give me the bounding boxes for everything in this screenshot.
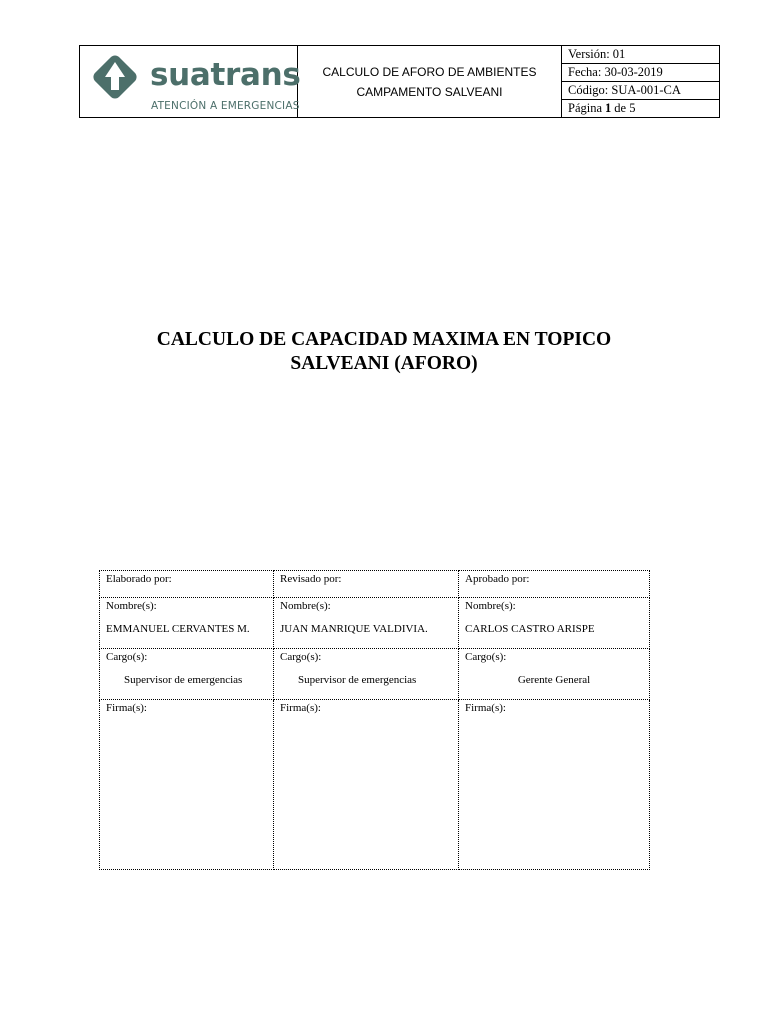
cargo-cell-reviewed: [274, 649, 459, 700]
date-row: Fecha: 30-03-2019: [562, 64, 719, 82]
cargo-cell-approved: [459, 649, 650, 700]
table-row: [100, 649, 650, 700]
signature-cell-approved: [459, 700, 650, 870]
name-cell-reviewed: [274, 598, 459, 649]
signature-label: Firma(s):: [106, 702, 147, 714]
document-title-line-1: CALCULO DE CAPACIDAD MAXIMA EN TOPICO: [156, 329, 612, 350]
approved-by-header: Aprobado por:: [459, 571, 650, 598]
signature-cell-reviewed: [274, 700, 459, 870]
name-value: CARLOS CASTRO ARISPE: [465, 623, 595, 635]
logo-cell: [80, 46, 301, 117]
reviewed-by-header: Revisado por:: [274, 571, 459, 598]
cargo-value: Supervisor de emergencias: [124, 674, 243, 686]
document-title: [0, 328, 768, 376]
header-title-line-2: CAMPAMENTO SALVEANI: [356, 84, 503, 99]
name-label: Nombre(s):: [280, 600, 331, 612]
document-title-line-2: SALVEANI (AFORO): [290, 353, 478, 374]
signature-cell-elaborated: [100, 700, 274, 870]
page-row: [562, 100, 719, 117]
table-row: [100, 571, 650, 598]
page-separator: de: [614, 101, 627, 115]
version-row: Versión: 01: [562, 46, 719, 64]
signature-label: Firma(s):: [465, 702, 506, 714]
cargo-label: Cargo(s):: [465, 651, 507, 663]
document-header: [79, 45, 720, 118]
table-row: [100, 700, 650, 870]
cargo-cell-elaborated: [100, 649, 274, 700]
cargo-value: Supervisor de emergencias: [298, 674, 417, 686]
name-cell-elaborated: [100, 598, 274, 649]
name-value: JUAN MANRIQUE VALDIVIA.: [280, 623, 428, 635]
logo-tagline: ATENCIÓN A EMERGENCIAS: [151, 100, 300, 112]
name-cell-approved: [459, 598, 650, 649]
table-row: [100, 598, 650, 649]
header-title: [298, 46, 562, 117]
page-current: 1: [605, 101, 612, 115]
cargo-value: Gerente General: [517, 674, 591, 686]
elaborated-by-header: Elaborado por:: [100, 571, 274, 598]
cargo-label: Cargo(s):: [106, 651, 148, 663]
page-prefix: Página: [568, 101, 603, 115]
code-row: Código: SUA-001-CA: [562, 82, 719, 100]
page-total: 5: [629, 101, 636, 115]
suatrans-logo-icon: [88, 50, 142, 104]
header-meta: [562, 46, 719, 117]
name-value: EMMANUEL CERVANTES M.: [106, 623, 250, 635]
approval-table: [99, 570, 650, 870]
cargo-label: Cargo(s):: [280, 651, 322, 663]
logo-name: suatrans: [150, 57, 301, 93]
name-label: Nombre(s):: [106, 600, 157, 612]
header-title-line-1: CALCULO DE AFORO DE AMBIENTES: [322, 64, 537, 79]
name-label: Nombre(s):: [465, 600, 516, 612]
signature-label: Firma(s):: [280, 702, 321, 714]
